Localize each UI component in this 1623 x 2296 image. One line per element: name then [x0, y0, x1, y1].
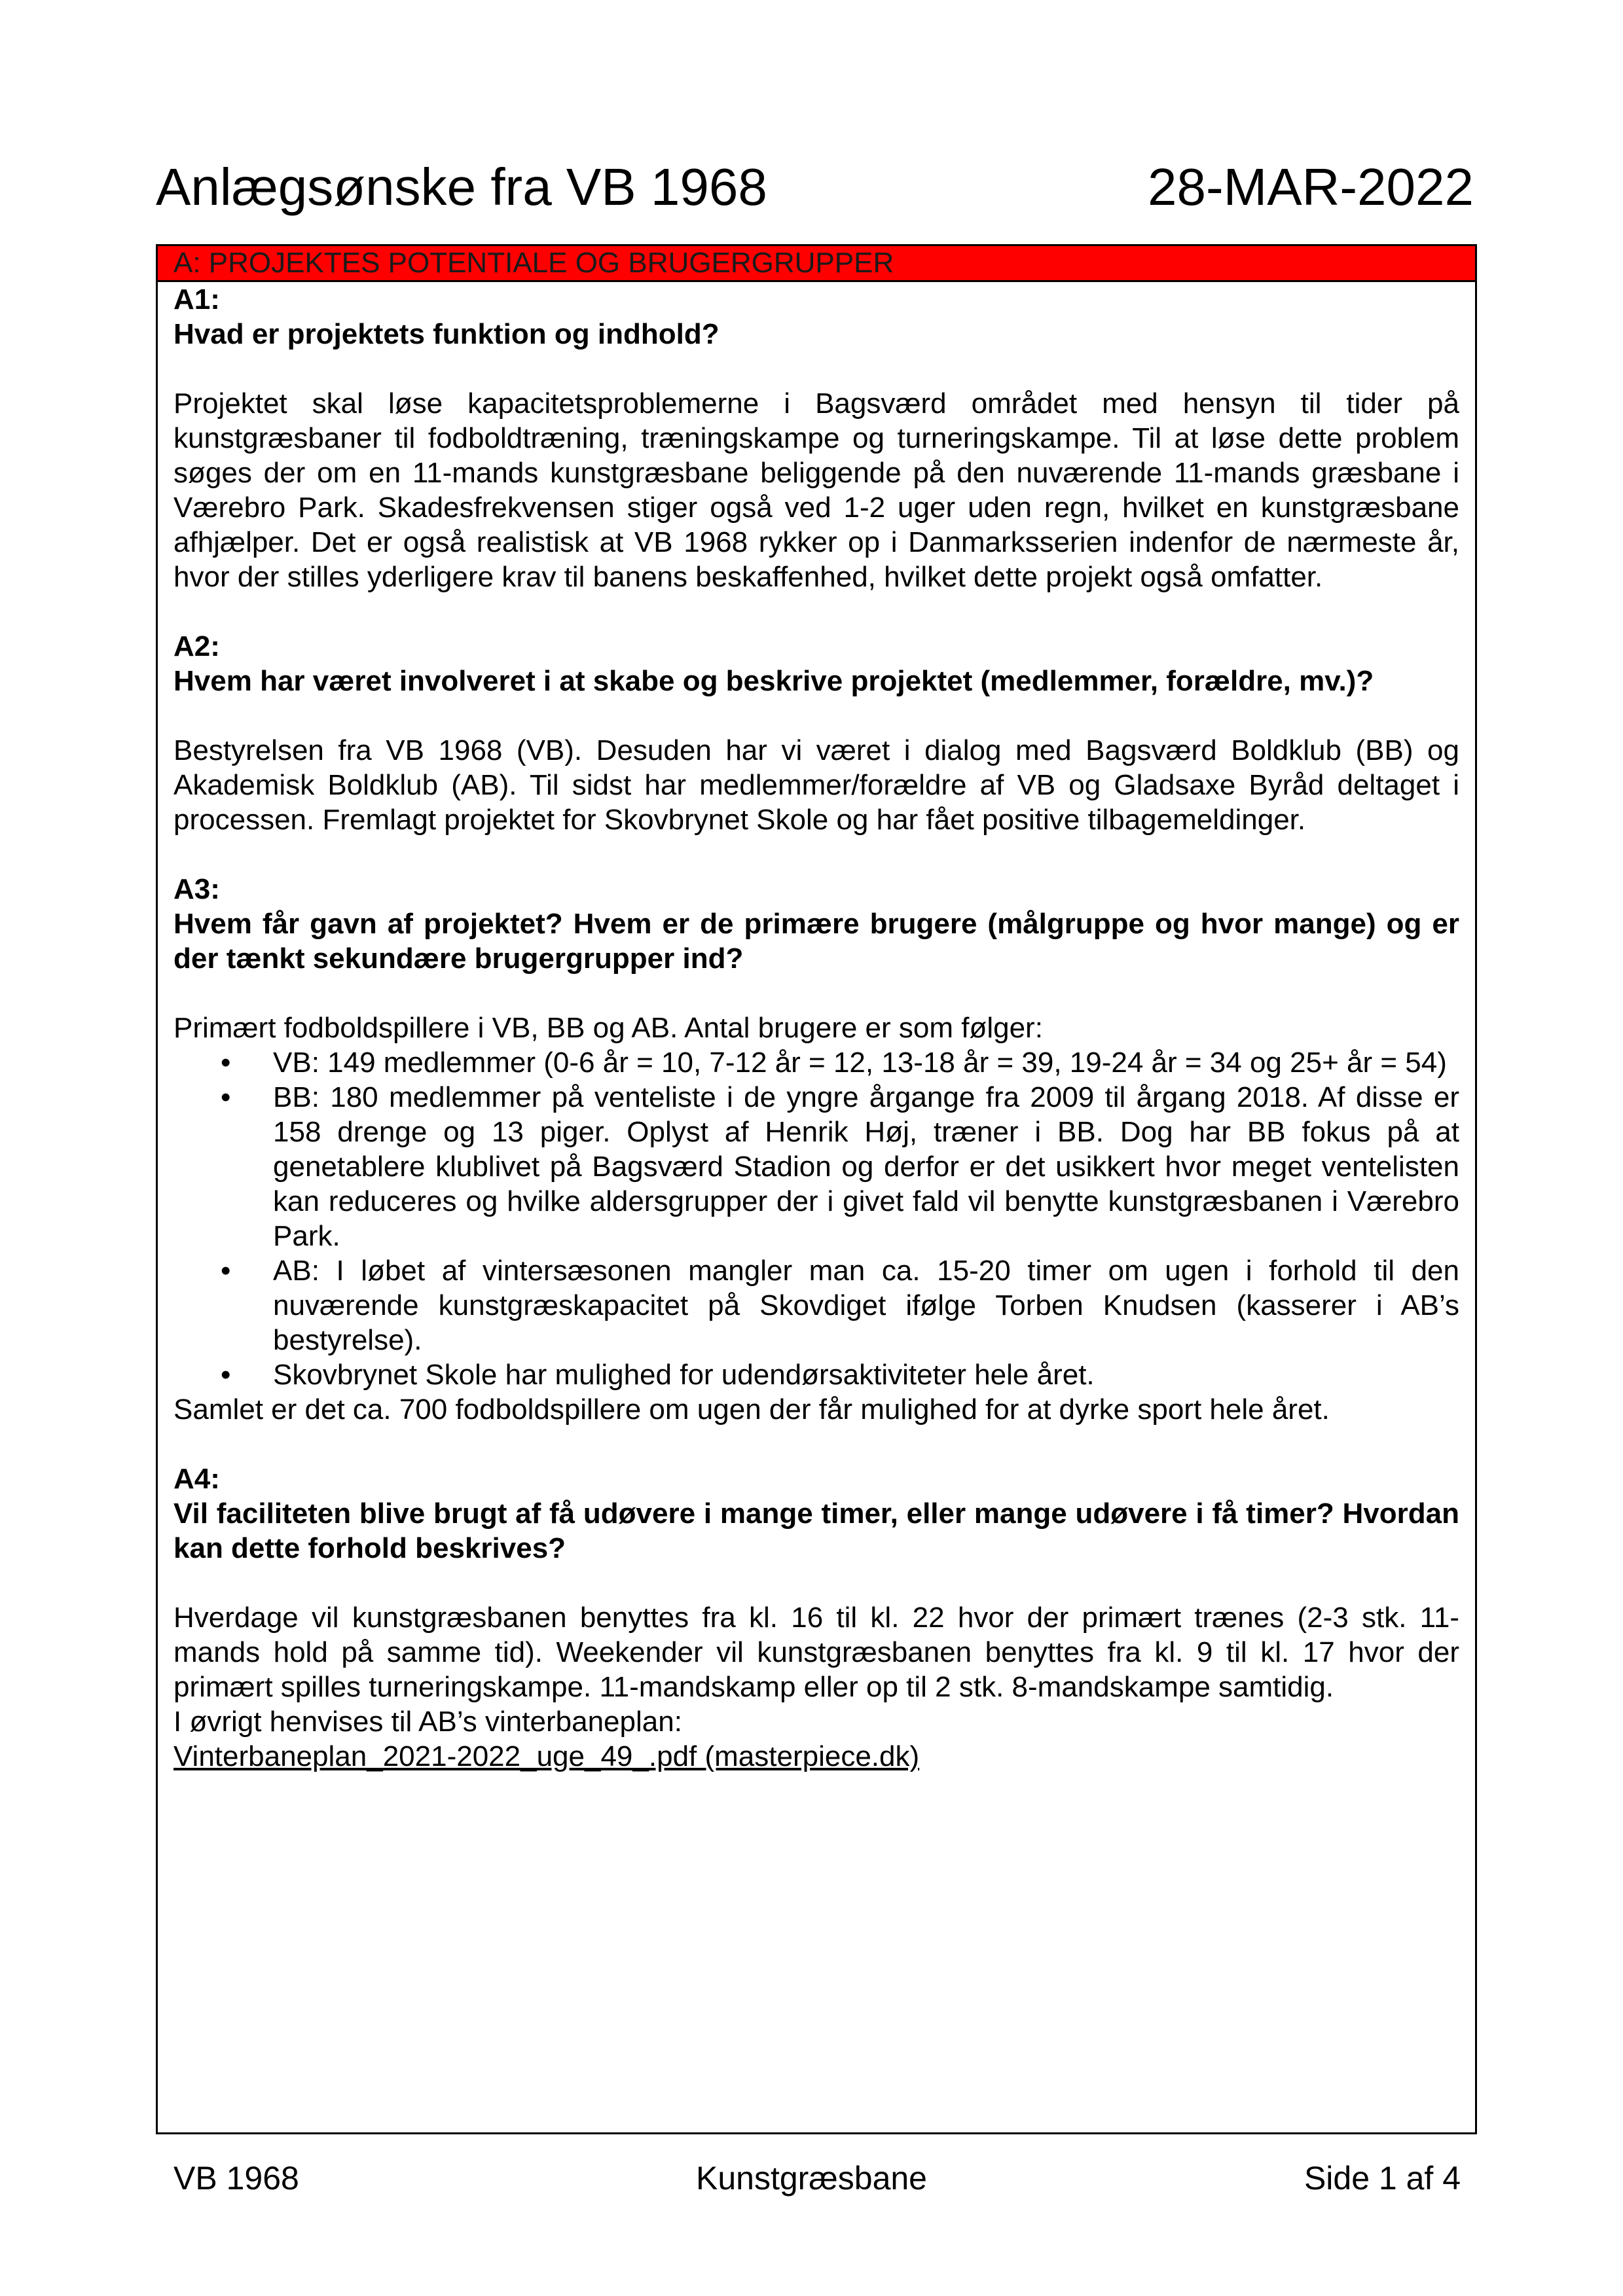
footer-club: VB 1968 [173, 2160, 299, 2197]
a3-bullet-list [173, 1045, 1459, 1392]
a4-reference-text: I øvrigt henvises til AB’s vinterbaneplan: [173, 1706, 682, 1738]
a1-label: A1: [173, 283, 220, 315]
footer-topic: Kunstgræsbane [695, 2160, 927, 2197]
bullet-icon: • [221, 1255, 231, 1287]
document-date: 28-MAR-2022 [1147, 158, 1474, 216]
a1-answer: Projektet skal løse kapacitetsproblemerne i Bagsværd området med hensyn til tider på kunstgræsbaner til fodboldtræning, træningskampe og turneringskampe. Til at løse dette problem søges der om en 11-mands kunstgræsbane beliggende på den nuværende 11-mands græsbane i Værebro Park. Skadesfrekvensen stiger også ved 1-2 uger uden regn, hvilket en kunstgræsbane afhjælper. Det er også realistisk at VB 1968 rykker op i Danmarksserien indenfor de nærmeste år, hvor der stilles yderligere krav til banens beskaffenhed, hvilket dette projekt også omfatter. [173, 387, 1459, 593]
section-box [156, 244, 1477, 2134]
a3-question: Hvem får gavn af projektet? Hvem er de primære brugere (målgruppe og hvor mange) og er der tænkt sekundære brugergrupper ind? [173, 908, 1459, 975]
a2-answer: Bestyrelsen fra VB 1968 (VB). Desuden har vi været i dialog med Bagsværd Boldklub (BB) og Akademisk Boldklub (AB). Til sidst har medlemmer/forældre af VB og Gladsaxe Byråd deltaget i processen. Fremlagt projektet for Skovbrynet Skole og har fået positive tilbagemeldinger. [173, 734, 1459, 836]
section-content [158, 282, 1475, 1774]
section-heading: A: PROJEKTES POTENTIALE OG BRUGERGRUPPER [158, 246, 1475, 282]
a1-question: Hvad er projektets funktion og indhold? [173, 318, 720, 350]
footer-page-number: Side 1 af 4 [1304, 2160, 1461, 2197]
a4-label: A4: [173, 1463, 220, 1495]
vinterbaneplan-link[interactable]: Vinterbaneplan_2021-2022_uge_49_.pdf (masterpiece.dk) [173, 1740, 920, 1772]
document-title: Anlægsønske fra VB 1968 [156, 158, 767, 216]
bullet-icon: • [221, 1081, 231, 1113]
a3-label: A3: [173, 873, 220, 905]
a2-label: A2: [173, 630, 220, 662]
a4-question: Vil faciliteten blive brugt af få udøvere i mange timer, eller mange udøvere i få timer? Hvordan kan dette forhold beskrives? [173, 1498, 1459, 1564]
a3-summary: Samlet er det ca. 700 fodboldspillere om ugen der får mulighed for at dyrke sport hele året. [173, 1393, 1330, 1426]
a3-intro: Primært fodboldspillere i VB, BB og AB. Antal brugere er som følger: [173, 1012, 1043, 1044]
list-item: • BB: 180 medlemmer på venteliste i de yngre årgange fra 2009 til årgang 2018. Af disse er 158 drenge og 13 piger. Oplyst af Henrik Høj, træner i BB. Dog har BB fokus på at genetablere klublivet på Bagsværd Stadion og derfor er det usikkert hvor meget ventelisten kan reduceres og hvilke aldersgrupper der i givet fald vil benytte kunstgræsbanen i Værebro Park. [221, 1081, 1459, 1252]
list-item: • Skovbrynet Skole har mulighed for udendørsaktiviteter hele året. [221, 1359, 1095, 1391]
list-item: • AB: I løbet af vintersæsonen mangler man ca. 15-20 timer om ugen i forhold til den nuværende kunstgræskapacitet på Skovdiget ifølge Torben Knudsen (kasserer i AB’s bestyrelse). [221, 1255, 1459, 1356]
a2-question: Hvem har været involveret i at skabe og beskrive projektet (medlemmer, forældre, mv.)? [173, 665, 1374, 697]
list-item: • VB: 149 medlemmer (0-6 år = 10, 7-12 år = 12, 13-18 år = 39, 19-24 år = 34 og 25+ år = 54) [221, 1047, 1447, 1079]
bullet-icon: • [221, 1359, 231, 1391]
bullet-icon: • [221, 1047, 231, 1079]
a4-answer: Hverdage vil kunstgræsbanen benyttes fra kl. 16 til kl. 22 hvor der primært trænes (2-3 stk. 11-mands hold på samme tid). Weekender vil kunstgræsbanen benyttes fra kl. 9 til kl. 17 hvor der primært spilles turneringskampe. 11-mandskamp eller op til 2 stk. 8-mandskampe samtidig. [173, 1602, 1459, 1703]
